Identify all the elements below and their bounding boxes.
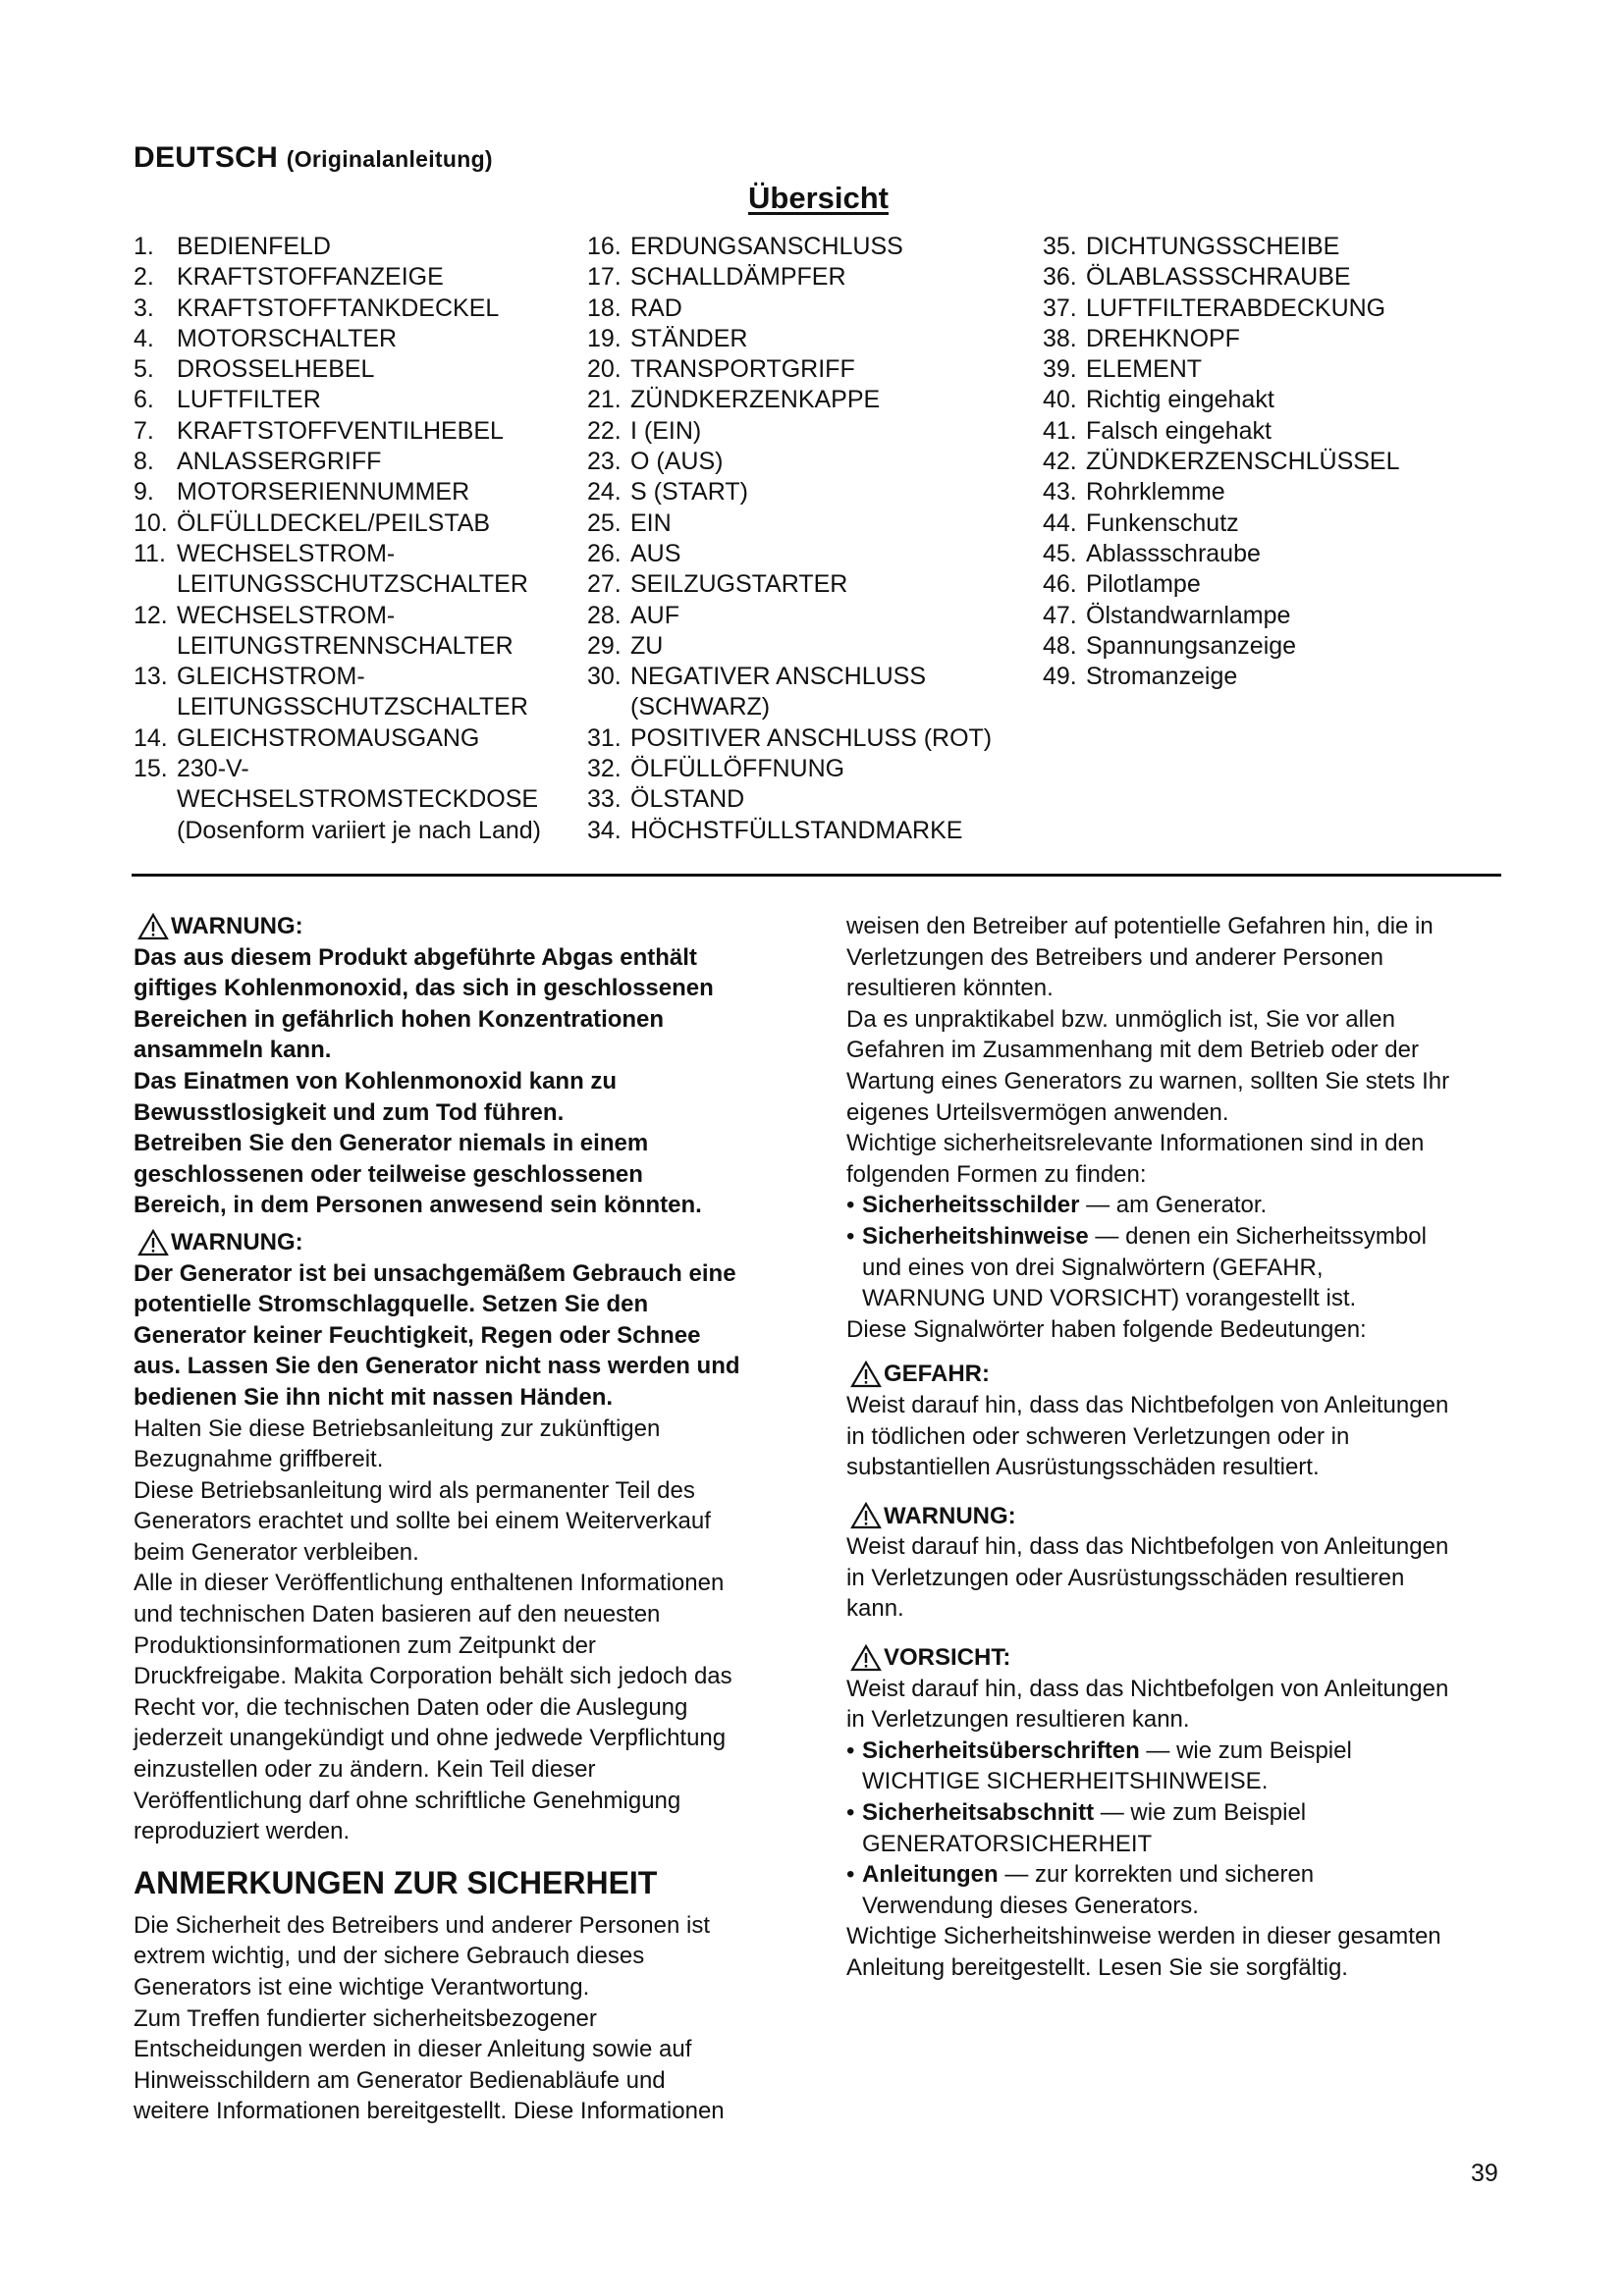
legend-item-number: 8. [134, 448, 154, 476]
legend-item-label: ÖLFÜLLÖFFNUNG [630, 755, 845, 783]
legend-item-number: 32. [587, 755, 622, 783]
text-line: Entscheidungen werden in dieser Anleitung sowie auf [134, 2036, 692, 2063]
legend-item-label: ÖLABLASSSCHRAUBE [1086, 263, 1351, 292]
legend-item [134, 723, 585, 754]
legend-item-number: 11. [134, 539, 166, 567]
legend-item-label: SEILZUGSTARTER [630, 570, 848, 599]
legend-item-label: ERDUNGSANSCHLUSS [630, 233, 903, 260]
text-line: Gefahren im Zusammenhang mit dem Betrieb oder der [846, 1037, 1419, 1064]
text-line: folgenden Formen zu finden: [846, 1160, 1147, 1188]
text-line: GENERATORSICHERHEIT [862, 1830, 1153, 1857]
legend-item-number: 21. [587, 386, 622, 414]
closing-text [846, 1921, 1514, 1983]
text-line: Weist darauf hin, dass das Nichtbefolgen von Anleitungen [846, 1533, 1449, 1561]
legend-item-number: 43. [1043, 478, 1077, 507]
danger-signal [850, 1359, 1514, 1390]
legend-item [587, 232, 1039, 262]
text-line: Veröffentlichung darf ohne schriftliche Genehmigung [134, 1787, 681, 1814]
legend-item [134, 416, 585, 447]
legend-item [1043, 601, 1514, 631]
legend-item [134, 385, 585, 415]
legend-item-label: GLEICHSTROMAUSGANG [177, 723, 480, 752]
legend-item [587, 631, 1039, 662]
legend-item [134, 294, 585, 324]
bullet-instructions: • Anleitungen — zur korrekten und sicheren Verwendung dieses Generators. [846, 1859, 1514, 1921]
legend-item-number: 19. [587, 324, 622, 352]
legend-item-label: NEGATIVER ANSCHLUSS (SCHWARZ) [630, 663, 927, 721]
legend-item [587, 447, 1039, 477]
text-line: Wichtige Sicherheitshinweise werden in dieser gesamten [846, 1923, 1441, 1950]
left-column [134, 911, 801, 2127]
legend-item-label: WECHSELSTROM- LEITUNGSTRENNSCHALTER [177, 601, 514, 660]
legend-item-label: MOTORSERIENNUMMER [177, 478, 470, 507]
legend-item-label: ZÜNDKERZENSCHLÜSSEL [1086, 448, 1400, 476]
text-line: Generator keiner Feuchtigkeit, Regen oder Schnee [134, 1321, 701, 1349]
general-info-text [134, 1414, 801, 1847]
legend-item-label: AUF [630, 601, 679, 629]
legend-item-label: O (AUS) [630, 448, 724, 476]
legend-item [1043, 294, 1514, 324]
legend-item-label: WECHSELSTROM- LEITUNGSSCHUTZSCHALTER [177, 539, 528, 599]
legend-item-label: Rohrklemme [1086, 478, 1225, 507]
legend-item-label: S (START) [630, 478, 748, 507]
legend-item [1043, 262, 1514, 293]
text-line: Das Einatmen von Kohlenmonoxid kann zu [134, 1067, 618, 1095]
text-line: Alle in dieser Veröffentlichung enthaltenen Informationen [134, 1570, 725, 1597]
page-number: 39 [1471, 2160, 1498, 2187]
warning-triangle-icon [850, 1502, 882, 1529]
legend-item-number: 31. [587, 723, 622, 752]
legend-item [587, 539, 1039, 569]
legend-item-number: 17. [587, 263, 622, 292]
warning-label-3: WARNUNG: [884, 1502, 1016, 1529]
text-line: bedienen Sie ihn nicht mit nassen Händen. [134, 1383, 614, 1411]
legend-item-number: 6. [134, 386, 154, 414]
legend-item [587, 601, 1039, 631]
text-line: in Verletzungen resultieren kann. [846, 1706, 1190, 1734]
legend-column-2 [587, 232, 1039, 846]
legend-item [587, 569, 1039, 600]
legend-item [134, 662, 585, 723]
bullet-safety-labels: • Sicherheitsschilder — am Generator. [846, 1192, 1268, 1219]
text-line: Bewusstlosigkeit und zum Tod führen. [134, 1098, 565, 1126]
text-line: Anleitung bereitgestellt. Lesen Sie sie sorgfältig. [846, 1954, 1348, 1981]
legend-item [587, 354, 1039, 385]
legend-item [134, 539, 585, 601]
text-line: weitere Informationen bereitgestellt. Diese Informationen [134, 2098, 725, 2125]
right-column [846, 911, 1514, 1984]
legend-item [134, 232, 585, 262]
language-label: DEUTSCH [134, 141, 279, 174]
legend-item-number: 44. [1043, 508, 1077, 537]
legend-item [134, 447, 585, 477]
legend-item [134, 601, 585, 663]
warning-triangle-icon [137, 1229, 169, 1256]
legend-item-label: DREHKNOPF [1086, 324, 1240, 352]
text-line: WARNUNG UND VORSICHT) vorangestellt ist. [862, 1285, 1357, 1312]
warning-triangle-icon [137, 913, 169, 940]
legend-item [587, 477, 1039, 507]
legend-item-number: 14. [134, 723, 168, 752]
text-line: Zum Treffen fundierter sicherheitsbezogener [134, 2004, 597, 2032]
text-line: in tödlichen oder schweren Verletzungen oder in [846, 1422, 1350, 1450]
legend-item-number: 36. [1043, 263, 1077, 292]
legend-item-label: BEDIENFELD [177, 233, 331, 260]
legend-item [1043, 416, 1514, 447]
legend-item-label: LUFTFILTER [177, 386, 321, 414]
text-line: Die Sicherheit des Betreibers und anderer Personen ist [134, 1911, 710, 1939]
text-line: Da es unpraktikabel bzw. unmöglich ist, Sie vor allen [846, 1005, 1395, 1033]
legend-item-label: ANLASSERGRIFF [177, 448, 382, 476]
legend-item-number: 4. [134, 324, 154, 352]
text-line: reproduziert werden. [134, 1818, 351, 1845]
legend-item [587, 723, 1039, 754]
text-line: resultieren könnten. [846, 975, 1054, 1002]
text-line: weisen den Betreiber auf potentielle Gefahren hin, die in [846, 913, 1434, 939]
text-line: WICHTIGE SICHERHEITSHINWEISE. [862, 1768, 1269, 1795]
legend-item-number: 15. [134, 755, 168, 783]
legend-item-label: Stromanzeige [1086, 663, 1238, 691]
legend-item [587, 385, 1039, 415]
legend-item [587, 324, 1039, 354]
legend-item-label: ZÜNDKERZENKAPPE [630, 386, 881, 414]
legend-item [1043, 354, 1514, 385]
legend-item-label: I (EIN) [630, 416, 702, 445]
warning-triangle-icon [850, 1361, 882, 1388]
legend-item-label: KRAFTSTOFFTANKDECKEL [177, 294, 500, 322]
safety-notes-text [134, 1910, 801, 2127]
legend-item [587, 262, 1039, 293]
legend-item-label: SCHALLDÄMPFER [630, 263, 846, 292]
legend-item-label: ÖLFÜLLDECKEL/PEILSTAB [177, 508, 491, 537]
legend-item [134, 324, 585, 354]
legend-item-label: ÖLSTAND [630, 785, 745, 814]
legend-item-label: GLEICHSTROM- LEITUNGSSCHUTZSCHALTER [177, 663, 528, 721]
text-line: eigenes Urteilsvermögen anwenden. [846, 1098, 1229, 1126]
warning-definition-text [846, 1531, 1514, 1625]
legend-item [134, 262, 585, 293]
legend-item-label: DROSSELHEBEL [177, 355, 375, 384]
safety-notes-heading: ANMERKUNGEN ZUR SICHERHEIT [134, 1864, 658, 1900]
legend-item-label: TRANSPORTGRIFF [630, 355, 855, 384]
legend-item-number: 22. [587, 416, 622, 445]
legend-item [1043, 232, 1514, 262]
legend-item-number: 42. [1043, 448, 1077, 476]
text-line: Generators erachtet und sollte bei einem Weiterverkauf [134, 1508, 711, 1535]
warning-signal-3 [850, 1501, 1514, 1532]
text-line: extrem wichtig, und der sichere Gebrauch dieses [134, 1943, 645, 1970]
legend-item [1043, 477, 1514, 507]
legend-item-label: ELEMENT [1086, 355, 1203, 384]
warning-text-1 [134, 942, 801, 1221]
legend-item-label: Falsch eingehakt [1086, 416, 1272, 445]
text-line: Bereichen in gefährlich hohen Konzentrationen [134, 1005, 665, 1033]
legend-item-label: EIN [630, 508, 672, 537]
legend-item [1043, 539, 1514, 569]
legend-item [587, 754, 1039, 784]
text-line: Bereich, in dem Personen anwesend sein könnten. [134, 1192, 702, 1219]
legend-item-number: 45. [1043, 539, 1077, 567]
legend-item-number: 12. [134, 601, 168, 629]
legend-item-number: 48. [1043, 631, 1077, 660]
legend-column-3 [1043, 232, 1514, 692]
legend-item [1043, 662, 1514, 692]
legend-item [134, 477, 585, 507]
legend-item-number: 28. [587, 601, 622, 629]
legend-item-number: 46. [1043, 570, 1077, 599]
legend-item-label: Spannungsanzeige [1086, 631, 1297, 660]
text-line: ansammeln kann. [134, 1037, 332, 1064]
text-line: Produktionsinformationen zum Zeitpunkt der [134, 1631, 596, 1659]
language-heading [134, 141, 493, 175]
legend-item-number: 38. [1043, 324, 1077, 352]
danger-text [846, 1390, 1514, 1483]
text-line: potentielle Stromschlagquelle. Setzen Sie den [134, 1291, 649, 1318]
text-line: geschlossenen oder teilweise geschlossenen [134, 1160, 643, 1188]
legend-item-number: 3. [134, 294, 154, 322]
legend-item [587, 508, 1039, 539]
legend-item-label: Pilotlampe [1086, 570, 1201, 599]
legend-item-number: 7. [134, 416, 154, 445]
text-line: einzustellen oder zu ändern. Kein Teil dieser [134, 1756, 596, 1784]
legend-item-number: 35. [1043, 233, 1077, 260]
legend-item-number: 30. [587, 663, 622, 691]
text-line: Wartung eines Generators zu warnen, sollten Sie stets Ihr [846, 1067, 1450, 1095]
text-line: substantiellen Ausrüstungsschäden resultiert. [846, 1454, 1320, 1481]
legend-item-label: Funkenschutz [1086, 508, 1239, 537]
legend-item-number: 24. [587, 478, 622, 507]
legend-item [1043, 385, 1514, 415]
legend-item-label: LUFTFILTERABDECKUNG [1086, 294, 1386, 322]
legend-item-number: 34. [587, 816, 622, 844]
legend-item [134, 354, 585, 385]
safety-intro-text [846, 911, 1514, 1190]
legend-item-number: 9. [134, 478, 154, 507]
legend-item [587, 816, 1039, 846]
legend-item-number: 23. [587, 448, 622, 476]
legend-item [1043, 508, 1514, 539]
legend-item-label: Richtig eingehakt [1086, 386, 1274, 414]
text-line: beim Generator verbleiben. [134, 1538, 419, 1566]
legend-item-label: KRAFTSTOFFANZEIGE [177, 263, 444, 292]
section-divider [132, 874, 1501, 877]
text-line: Weist darauf hin, dass das Nichtbefolgen von Anleitungen [846, 1675, 1449, 1702]
legend-item-label: RAD [630, 294, 682, 322]
legend-item [587, 784, 1039, 815]
legend-item-label: Ablassschraube [1086, 539, 1261, 567]
text-line: Recht vor, die technischen Daten oder die Auslegung [134, 1693, 688, 1721]
legend-item-number: 18. [587, 294, 622, 322]
legend-item-label: POSITIVER ANSCHLUSS (ROT) [630, 723, 993, 752]
text-line: Weist darauf hin, dass das Nichtbefolgen von Anleitungen [846, 1391, 1449, 1418]
text-line: Der Generator ist bei unsachgemäßem Gebrauch eine [134, 1259, 736, 1287]
legend-item-label: STÄNDER [630, 324, 748, 352]
text-line: Das aus diesem Produkt abgeführte Abgas enthält [134, 943, 697, 971]
text-line: Wichtige sicherheitsrelevante Informationen sind in den [846, 1130, 1425, 1157]
text-line: Verletzungen des Betreibers und anderer Personen [846, 943, 1384, 971]
legend-item-number: 1. [134, 233, 154, 260]
text-line: Diese Betriebsanleitung wird als permanenter Teil des [134, 1476, 695, 1504]
legend-item-number: 25. [587, 508, 622, 537]
legend-item-number: 5. [134, 355, 154, 384]
legend-item-number: 26. [587, 539, 622, 567]
text-line: und eines von drei Signalwörtern (GEFAHR, [862, 1254, 1324, 1281]
text-line: Verwendung dieses Generators. [862, 1892, 1199, 1919]
warning-signal-2 [137, 1227, 801, 1258]
text-line: Druckfreigabe. Makita Corporation behält sich jedoch das [134, 1663, 732, 1690]
legend-item-label: KRAFTSTOFFVENTILHEBEL [177, 416, 504, 445]
text-line: in Verletzungen oder Ausrüstungsschäden resultieren [846, 1564, 1405, 1591]
text-line: Generators ist eine wichtige Verantwortung. [134, 1974, 590, 2001]
legend-item-number: 13. [134, 663, 168, 691]
legend-item-number: 41. [1043, 416, 1077, 445]
legend-item [587, 416, 1039, 447]
warning-text-2 [134, 1258, 801, 1414]
bullet-safety-messages: • Sicherheitshinweise — denen ein Sicherheitssymbol und eines von drei Signalwörtern (GEFAHR, WARNUNG UND VORSICHT) vorangestellt ist. [846, 1221, 1514, 1314]
text-line: Halten Sie diese Betriebsanleitung zur zukünftigen [134, 1415, 661, 1442]
warning-signal-1 [137, 911, 801, 942]
legend-item [1043, 324, 1514, 354]
legend-item [1043, 447, 1514, 477]
warning-label-2: WARNUNG: [171, 1228, 303, 1255]
legend-item [134, 508, 585, 539]
legend-item-number: 39. [1043, 355, 1077, 384]
text-line: und technischen Daten basieren auf den neuesten [134, 1601, 661, 1629]
legend-item-number: 27. [587, 570, 622, 599]
legend-item-number: 49. [1043, 663, 1077, 691]
text-line: Bezugnahme griffbereit. [134, 1446, 384, 1473]
legend-item-label: MOTORSCHALTER [177, 324, 398, 352]
warning-triangle-icon [850, 1644, 882, 1672]
legend-item-number: 16. [587, 233, 622, 260]
legend-column-1 [134, 232, 585, 846]
text-line: aus. Lassen Sie den Generator nicht nass werden und [134, 1353, 740, 1380]
legend-item-number: 29. [587, 631, 622, 660]
signal-words-intro: Diese Signalwörter haben folgende Bedeutungen: [846, 1315, 1367, 1343]
legend-item-label: 230-V- WECHSELSTROMSTECKDOSE (Dosenform variiert je nach Land) [177, 755, 541, 844]
danger-label: GEFAHR: [884, 1361, 990, 1388]
text-line: jederzeit unangekündigt und ohne jedwede Verpflichtung [134, 1725, 727, 1752]
legend-item-number: 10. [134, 508, 168, 537]
legend-item-number: 37. [1043, 294, 1077, 322]
legend-item-number: 33. [587, 785, 622, 814]
legend-item-number: 47. [1043, 601, 1077, 629]
caution-signal [850, 1642, 1514, 1674]
legend-item [587, 662, 1039, 723]
text-line: kann. [846, 1595, 904, 1623]
legend-item-label: ZU [630, 631, 664, 660]
text-line: giftiges Kohlenmonoxid, das sich in geschlossenen [134, 975, 714, 1002]
overview-title: Übersicht [748, 181, 889, 215]
legend-item [134, 754, 585, 846]
legend-item-label: AUS [630, 539, 681, 567]
legend-item-label: HÖCHSTFÜLLSTANDMARKE [630, 816, 963, 844]
caution-label: VORSICHT: [884, 1644, 1011, 1672]
legend-item-number: 20. [587, 355, 622, 384]
caution-text [846, 1674, 1514, 1735]
warning-label-1: WARNUNG: [171, 913, 303, 939]
language-note: (Originalanleitung) [286, 146, 493, 172]
legend-item [1043, 631, 1514, 662]
legend-item-number: 40. [1043, 386, 1077, 414]
text-line: Betreiben Sie den Generator niemals in einem [134, 1130, 649, 1157]
legend-item [1043, 569, 1514, 600]
bullet-safety-section: • Sicherheitsabschnitt — wie zum Beispiel GENERATORSICHERHEIT [846, 1797, 1514, 1859]
text-line: Hinweisschildern am Generator Bedienabläufe und [134, 2066, 666, 2094]
legend-item-label: Ölstandwarnlampe [1086, 601, 1291, 629]
bullet-safety-headings: • Sicherheitsüberschriften — wie zum Beispiel WICHTIGE SICHERHEITSHINWEISE. [846, 1735, 1514, 1797]
legend-item-label: DICHTUNGSSCHEIBE [1086, 233, 1340, 260]
legend-item [587, 294, 1039, 324]
legend-item-number: 2. [134, 263, 154, 292]
